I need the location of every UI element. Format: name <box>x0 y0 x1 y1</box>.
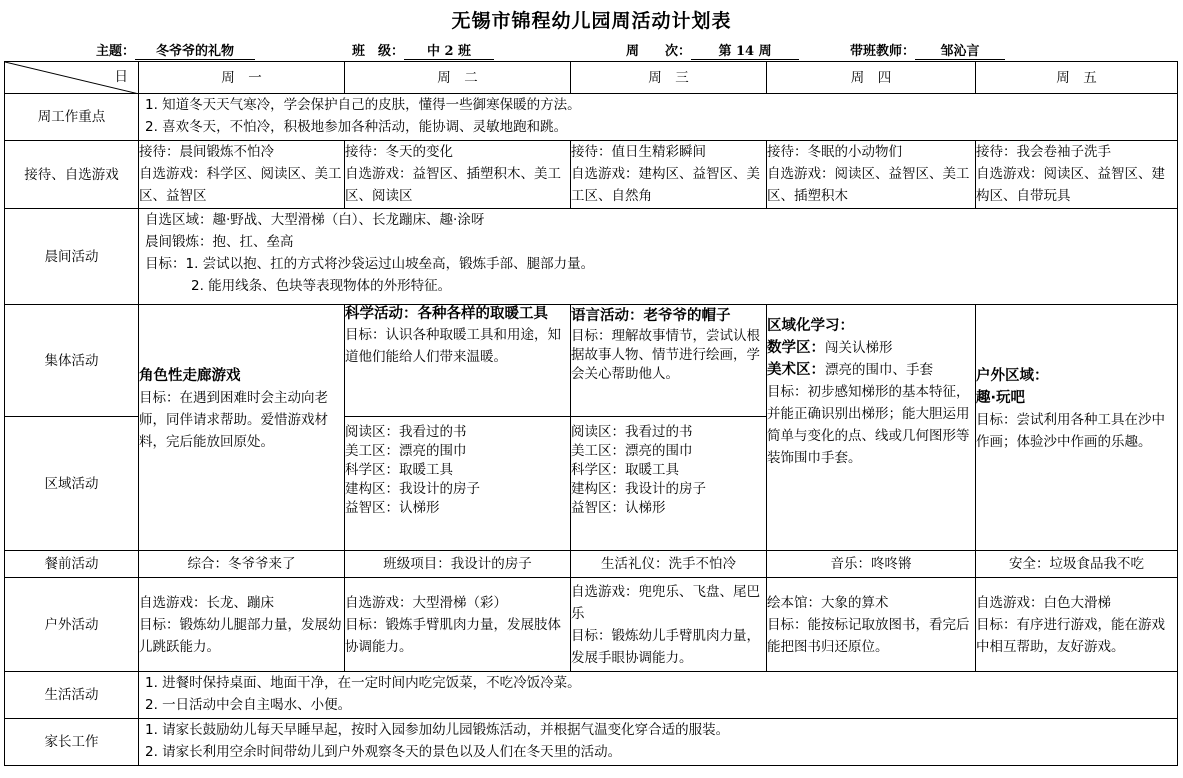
day-header-wed: 周 三 <box>571 62 767 94</box>
teacher-label: 带班教师： <box>850 44 916 59</box>
day-header-fri: 周 五 <box>976 62 1178 94</box>
reception-fri: 接待：我会卷袖子洗手 自选游戏：阅读区、益智区、建构区、自带玩具 <box>976 141 1178 209</box>
parents-line: 1. 请家长鼓励幼儿每天早睡早起，按时入园参加幼儿园锻炼活动，并根据气温变化穿合适的服装。 <box>145 722 730 738</box>
morning-line: 自选区域：趣·野战、大型滑梯（白）、长龙蹦床、趣·涂呀 <box>145 212 485 228</box>
outdoor-wed: 自选游戏：兜兜乐、飞盘、尾巴乐 目标：锻炼幼儿手臂肌肉力量，发展手眼协调能力。 <box>571 578 767 672</box>
mon-combined-title: 角色性走廊游戏 <box>139 368 241 384</box>
premeal-mon: 综合：冬爷爷来了 <box>139 551 345 578</box>
outdoor-row <box>5 578 1178 672</box>
outdoor-mon: 自选游戏：长龙、蹦床 目标：锻炼幼儿腿部力量，发展幼儿跳跃能力。 <box>139 578 345 672</box>
area-list-item: 美工区：漂亮的围巾 <box>345 443 467 459</box>
week-value: 第 14 周 <box>691 44 799 60</box>
area-list-item: 阅读区：我看过的书 <box>571 424 693 440</box>
reception-thu: 接待：冬眠的小动物们 自选游戏：阅读区、益智区、美工区、插塑积木 <box>767 141 976 209</box>
reception-label: 接待、自选游戏 <box>5 141 139 209</box>
wed-area-cell <box>571 417 767 551</box>
group-activity-row <box>5 305 1178 417</box>
wed-group-title: 语言活动：老爷爷的帽子 <box>571 308 731 324</box>
tue-area-cell <box>345 417 571 551</box>
morning-line: 晨间锻炼：抱、扛、垒高 <box>145 234 294 250</box>
life-row <box>5 672 1178 719</box>
morning-line: 2. 能用线条、色块等表现物体的外形特征。 <box>191 278 452 294</box>
area-list-item: 美工区：漂亮的围巾 <box>571 443 693 459</box>
week-label: 周 次： <box>626 44 692 59</box>
teacher-info <box>850 40 1005 60</box>
theme-label: 主题： <box>96 44 136 59</box>
morning-row <box>5 209 1178 305</box>
reception-tue: 接待：冬天的变化 自选游戏：益智区、插塑积木、美工区、阅读区 <box>345 141 571 209</box>
reception-mon: 接待：晨间锻炼不怕冷 自选游戏：科学区、阅读区、美工区、益智区 <box>139 141 345 209</box>
tue-group-goal: 目标：认识各种取暖工具和用途，知道他们能给人们带来温暖。 <box>345 327 561 365</box>
class-label: 班 级： <box>352 44 405 59</box>
fri-combined-cell <box>976 305 1178 551</box>
class-info <box>352 40 494 60</box>
fri-combined-title: 户外区域： <box>976 368 1049 384</box>
thu-combined-title: 区域化学习： <box>767 318 854 334</box>
life-line: 1. 进餐时保持桌面、地面干净，在一定时间内吃完饭菜，不吃冷饭冷菜。 <box>145 675 581 691</box>
premeal-label: 餐前活动 <box>5 551 139 578</box>
area-list-item: 阅读区：我看过的书 <box>345 424 467 440</box>
fri-combined-goal: 目标：尝试利用各种工具在沙中作画；体验沙中作画的乐趣。 <box>976 412 1165 450</box>
area-list-item: 科学区：取暖工具 <box>571 462 679 478</box>
parents-content <box>139 719 1178 766</box>
mon-combined-goal: 目标：在遇到困难时会主动向老师，同伴请求帮助。爱惜游戏材料，完后能放回原处。 <box>139 390 328 450</box>
wed-group-cell <box>571 305 767 417</box>
morning-label: 晨间活动 <box>5 209 139 305</box>
weekly-focus-content <box>139 94 1178 141</box>
week-info <box>626 40 799 60</box>
thu-combined-cell <box>767 305 976 551</box>
theme-value: 冬爷爷的礼物 <box>135 44 255 60</box>
tue-group-cell <box>345 305 571 417</box>
class-value: 中 2 班 <box>404 44 494 60</box>
fri-combined-subtitle: 趣·玩吧 <box>976 390 1026 406</box>
tue-group-title: 科学活动：各种各样的取暖工具 <box>345 306 548 322</box>
wed-group-goal: 目标：理解故事情节，尝试认根据故事人物、情节进行绘画，学会关心帮助他人。 <box>571 328 760 382</box>
thu-math-value: 闯关认梯形 <box>825 340 893 356</box>
teacher-value: 邹沁言 <box>915 44 1005 60</box>
area-list-item: 科学区：取暖工具 <box>345 462 453 478</box>
morning-content <box>139 209 1178 305</box>
reception-wed: 接待：值日生精彩瞬间 自选游戏：建构区、益智区、美工区、自然角 <box>571 141 767 209</box>
life-label: 生活活动 <box>5 672 139 719</box>
thu-art-value: 漂亮的围巾、手套 <box>825 362 933 378</box>
area-list-item: 建构区：我设计的房子 <box>571 481 706 497</box>
area-list-item: 益智区：认梯形 <box>345 500 440 516</box>
thu-math-label: 数学区： <box>767 340 825 356</box>
area-list-item: 益智区：认梯形 <box>571 500 666 516</box>
mon-combined-cell <box>139 305 345 551</box>
weekly-plan-table <box>4 61 1178 766</box>
premeal-fri: 安全：垃圾食品我不吃 <box>976 551 1178 578</box>
life-line: 2. 一日活动中会自主喝水、小便。 <box>145 697 352 713</box>
thu-art-label: 美术区： <box>767 362 825 378</box>
day-header-mon: 周 一 <box>139 62 345 94</box>
weekly-focus-line: 1. 知道冬天天气寒冷，学会保护自己的皮肤，懂得一些御寒保暖的方法。 <box>145 97 581 113</box>
page-title: 无锡市锦程幼儿园周活动计划表 <box>451 10 732 32</box>
outdoor-thu: 绘本馆：大象的算术 目标：能按标记取放图书，看完后能把图书归还原位。 <box>767 578 976 672</box>
premeal-tue: 班级项目：我设计的房子 <box>345 551 571 578</box>
premeal-row <box>5 551 1178 578</box>
day-header-thu: 周 四 <box>767 62 976 94</box>
parents-row <box>5 719 1178 766</box>
parents-label: 家长工作 <box>5 719 139 766</box>
weekly-focus-line: 2. 喜欢冬天，不怕冷，积极地参加各种活动，能协调、灵敏地跑和跳。 <box>145 119 568 135</box>
outdoor-label: 户外活动 <box>5 578 139 672</box>
thu-combined-goal: 目标：初步感知梯形的基本特征，并能正确识别出梯形；能大胆运用简单与变化的点、线或几何图形等装饰围巾手套。 <box>767 384 970 466</box>
area-list-item: 建构区：我设计的房子 <box>345 481 480 497</box>
life-content <box>139 672 1178 719</box>
header-row <box>5 62 1178 94</box>
premeal-wed: 生活礼仪：洗手不怕冷 <box>571 551 767 578</box>
area-activity-label: 区域活动 <box>5 417 139 551</box>
premeal-thu: 音乐：咚咚锵 <box>767 551 976 578</box>
outdoor-tue: 自选游戏：大型滑梯（彩） 目标：锻炼手臂肌肉力量，发展肢体协调能力。 <box>345 578 571 672</box>
morning-line: 目标：1. 尝试以抱、扛的方式将沙袋运过山坡垒高，锻炼手部、腿部力量。 <box>145 256 595 272</box>
weekly-focus-row <box>5 94 1178 141</box>
weekly-focus-label: 周工作重点 <box>5 94 139 141</box>
outdoor-fri: 自选游戏：白色大滑梯 目标：有序进行游戏，能在游戏中相互帮助，友好游戏。 <box>976 578 1178 672</box>
reception-row <box>5 141 1178 209</box>
group-activity-label: 集体活动 <box>5 305 139 417</box>
day-header-tue: 周 二 <box>345 62 571 94</box>
parents-line: 2. 请家长利用空余时间带幼儿到户外观察冬天的景色以及人们在冬天里的活动。 <box>145 744 622 760</box>
corner-cell <box>5 62 139 94</box>
theme-info <box>96 40 255 60</box>
corner-day-label: 日 <box>114 69 128 85</box>
